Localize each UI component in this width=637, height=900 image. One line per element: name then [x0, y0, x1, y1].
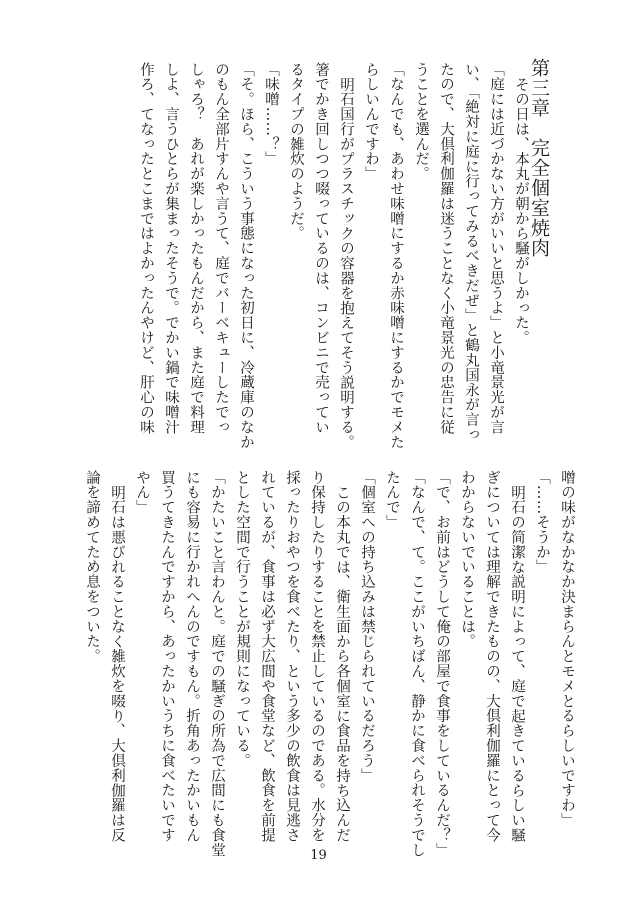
text-line: 明石の简潔な説明によって、庭で起きているらしい騒: [509, 484, 525, 843]
text-line: ぎについては理解できたものの、大倶利伽羅にとって今: [484, 470, 500, 843]
text-line: い、「絶対に庭に行ってみるべきだぜ」と鶴丸国永が言っ: [463, 62, 479, 443]
text-line: 「個室への持ち込みは禁じられているだろう」: [359, 470, 375, 783]
text-line: 噌の味がなかなか決まらんとモメとるらしいですわ」: [559, 470, 575, 828]
text-line: 論を諦めてため息をついた。: [84, 470, 100, 664]
text-line: 「かたいこと言わんと。庭での騒ぎの所為で広間にも食堂: [209, 470, 225, 858]
text-line: しゃろ？ あれが楽しかったもんだから、また庭で料理: [188, 62, 204, 435]
text-line: 「味噌……？」: [263, 62, 279, 167]
text-line: らしいんですわ」: [363, 62, 379, 182]
text-line: のもん全部片すんや言うて、庭でバーベキューしたでっ: [213, 62, 229, 435]
text-line: うことを選んだ。: [413, 62, 429, 182]
text-line: やん」: [134, 470, 150, 515]
text-line: にも容易に行かれへんのですもん。折角あったかいもん: [184, 470, 200, 843]
text-line: とした空間で行うことが規則になっている。: [234, 470, 250, 768]
text-line: れているが、食事は必ず大広間や食堂など、飲食を前提: [259, 470, 275, 843]
text-line: 「そ。ほら、こういう事態になった初日に、冷蔵庫のなか: [238, 62, 254, 450]
text-line: わからないでいることは。: [459, 470, 475, 649]
text-line: その日は、本丸が朝から騒がしかった。: [513, 76, 529, 345]
text-line: 「庭には近づかない方がいいと思うよ」と小竜景光が言: [488, 62, 504, 435]
text-line: 箸でかき回しつつ啜っているのは、コンビニで売ってい: [313, 62, 329, 435]
text-line: 「なんで、て。ここがいちばん、静かに食べられそうでし: [409, 470, 425, 858]
text-line: 「で、お前はどうして俺の部屋で食事をしているんだ？」: [434, 470, 450, 858]
text-line: しよ、言うひとらが集まったそうで。でかい鍋で味噌汁: [163, 62, 179, 435]
text-line: たんで」: [384, 470, 400, 530]
upper-text-block: [133, 62, 533, 450]
text-line: るタイプの雑炊のようだ。: [288, 62, 304, 241]
text-line: り保持したりすることを禁止しているのである。水分を: [309, 470, 325, 843]
text-line: この本丸では、衛生面から各個室に食品を持ち込んだ: [334, 484, 350, 843]
text-line: 「なんでも、あわせ味噌にするか赤味噌にするかでモメた: [388, 62, 404, 450]
text-line: 買うてきたんですから、あったかいうちに食べたいです: [159, 470, 175, 843]
text-line: 「……そうか」: [534, 470, 550, 575]
text-line: 明石は悪びれることなく雑炊を啜り、大倶利伽羅は反: [109, 484, 125, 843]
page-number: 19: [310, 848, 327, 863]
text-line: たので、大倶利伽羅は迷うことなく小竜景光の忠告に従: [438, 62, 454, 435]
text-line: 作ろ、てなったとこまではよかったんやけど、肝心の味: [138, 62, 154, 435]
text-line: 採ったりおやつを食べたり、という多少の飲食は見逃さ: [284, 470, 300, 843]
text-line: 明石国行がプラスチックの容器を抱えてそう説明する。: [338, 76, 354, 449]
chapter-title: 第三章 完全個室焼肉: [528, 58, 550, 258]
